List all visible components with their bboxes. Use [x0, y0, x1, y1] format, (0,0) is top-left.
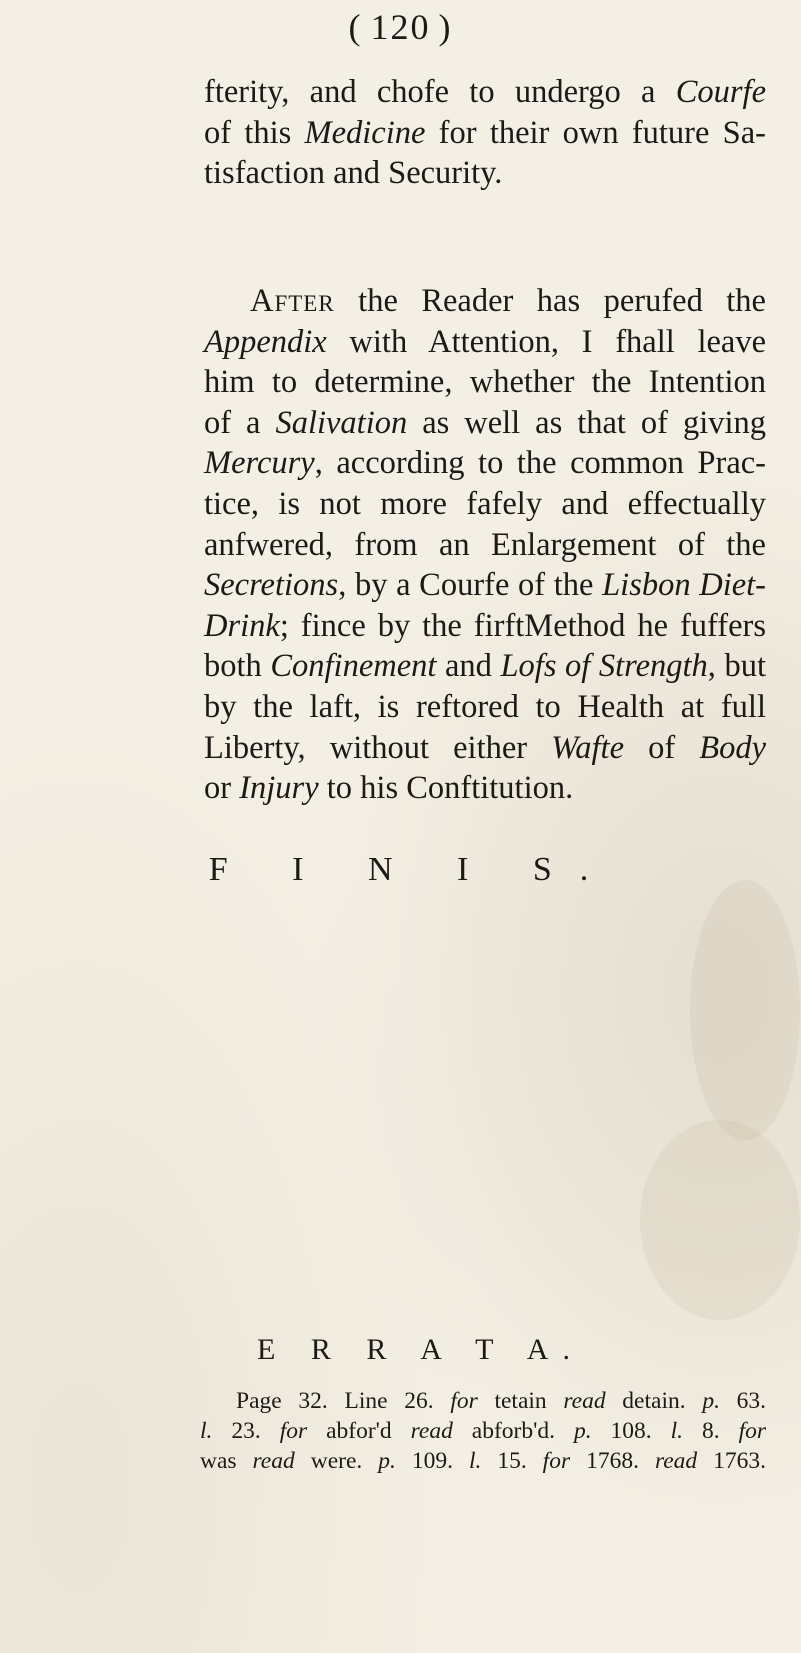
paragraph-line: [204, 606, 766, 647]
text-run: of a: [204, 404, 276, 441]
paragraph-line: [204, 113, 766, 154]
text-run: by the laft, is reftored to Health at full: [204, 688, 766, 725]
paragraph-2: [204, 281, 766, 809]
italic-run: for: [450, 1388, 478, 1414]
text-run: or: [204, 770, 240, 807]
italic-run: Secretions: [204, 567, 339, 604]
paragraph-line: [204, 362, 766, 403]
paper-stain: [690, 880, 800, 1140]
paragraph-line: [204, 153, 766, 194]
paragraph-line: [204, 72, 766, 113]
italic-run: Courfe: [675, 74, 766, 110]
text-run: 63.: [719, 1388, 767, 1414]
text-run: 15.: [481, 1448, 543, 1474]
text-run: , but: [707, 648, 766, 685]
paragraph-1: [204, 72, 766, 194]
paragraph-line: [204, 728, 766, 769]
errata-list: [200, 1386, 766, 1476]
small-caps-run: After: [250, 283, 335, 319]
paragraph-line: [204, 484, 766, 525]
italic-run: Confinement: [270, 648, 437, 685]
paragraph-line: [204, 768, 766, 809]
italic-run: l.: [670, 1418, 684, 1444]
italic-run: p.: [573, 1418, 592, 1444]
text-run: and: [436, 648, 501, 685]
italic-run: l.: [200, 1418, 213, 1444]
italic-run: for: [279, 1418, 308, 1444]
text-run: 108.: [591, 1418, 671, 1444]
errata-line: [200, 1416, 766, 1446]
text-run: Page 32. Line 26.: [236, 1388, 451, 1414]
italic-run: Appendix: [204, 323, 327, 360]
italic-run: Body: [699, 729, 766, 766]
text-run: , according to the common Prac-: [314, 445, 766, 482]
header-open-paren: (: [348, 7, 363, 47]
text-run: tisfaction and Security.: [204, 155, 503, 192]
italic-run: for: [542, 1448, 571, 1474]
text-run: were.: [294, 1448, 379, 1474]
italic-run: read: [654, 1448, 698, 1474]
paragraph-line: [204, 322, 766, 363]
italic-run: Injury: [239, 770, 319, 807]
text-run: fterity, and chofe to undergo a: [204, 74, 676, 110]
text-run: , by a Courfe of the: [338, 567, 603, 604]
text-run: 23.: [212, 1418, 280, 1444]
text-run: the Reader has perufed the: [334, 283, 766, 319]
errata-line: [200, 1386, 766, 1416]
errata-line: [200, 1446, 766, 1476]
italic-run: l.: [468, 1448, 482, 1474]
italic-run: Lisbon Diet-: [602, 567, 767, 604]
italic-run: Salivation: [275, 404, 408, 441]
page-header: [0, 6, 801, 48]
paragraph-line: [204, 565, 766, 606]
italic-run: for: [738, 1418, 767, 1444]
text-run: with Attention, I fhall leave: [326, 323, 766, 360]
text-run: as well as that of giving: [407, 404, 767, 441]
text-run: for their own future Sa-: [425, 114, 766, 151]
text-run: 8.: [683, 1418, 739, 1444]
italic-run: Mercury: [204, 445, 315, 482]
finis-heading: F I N I S.: [208, 851, 617, 888]
paragraph-line: [204, 525, 766, 566]
text-run: anfwered, from an Enlargement of the: [204, 526, 766, 563]
italic-run: read: [410, 1418, 453, 1444]
paragraph-line: [204, 443, 766, 484]
paragraph-line: [204, 403, 766, 444]
text-run: detain.: [605, 1388, 703, 1414]
page-number: 120: [370, 7, 431, 47]
italic-run: Drink: [204, 607, 280, 644]
paragraph-line: [204, 281, 766, 322]
text-run: of this: [204, 114, 305, 151]
text-run: Liberty, without either: [204, 729, 552, 766]
italic-run: read: [252, 1448, 295, 1474]
text-run: 1768.: [570, 1448, 655, 1474]
italic-run: p.: [378, 1448, 396, 1474]
italic-run: Medicine: [304, 114, 426, 151]
errata-title: E R R A T A.: [257, 1333, 584, 1366]
text-run: to his Conftitution.: [318, 770, 574, 807]
italic-run: Wafte: [551, 729, 624, 766]
text-run: tice, is not more fafely and effectually: [204, 485, 766, 522]
text-run: abforb'd.: [452, 1418, 574, 1444]
text-run: both: [204, 648, 271, 685]
paragraph-line: [204, 646, 766, 687]
text-run: of: [624, 729, 700, 766]
text-run: him to determine, whether the Intention: [204, 364, 766, 401]
header-close-paren: ): [438, 7, 453, 47]
text-run: ; fince by the firftMethod he fuffers: [279, 607, 766, 644]
paper-stain: [640, 1120, 800, 1320]
text-run: 1763.: [697, 1448, 767, 1474]
italic-run: p.: [702, 1388, 720, 1414]
text-run: 109.: [395, 1448, 469, 1474]
text-run: abfor'd: [307, 1418, 411, 1444]
italic-run: Lofs of Strength: [500, 648, 708, 685]
text-run: tetain: [477, 1388, 564, 1414]
italic-run: read: [563, 1388, 606, 1414]
paragraph-line: [204, 687, 766, 728]
text-run: was: [200, 1448, 253, 1474]
